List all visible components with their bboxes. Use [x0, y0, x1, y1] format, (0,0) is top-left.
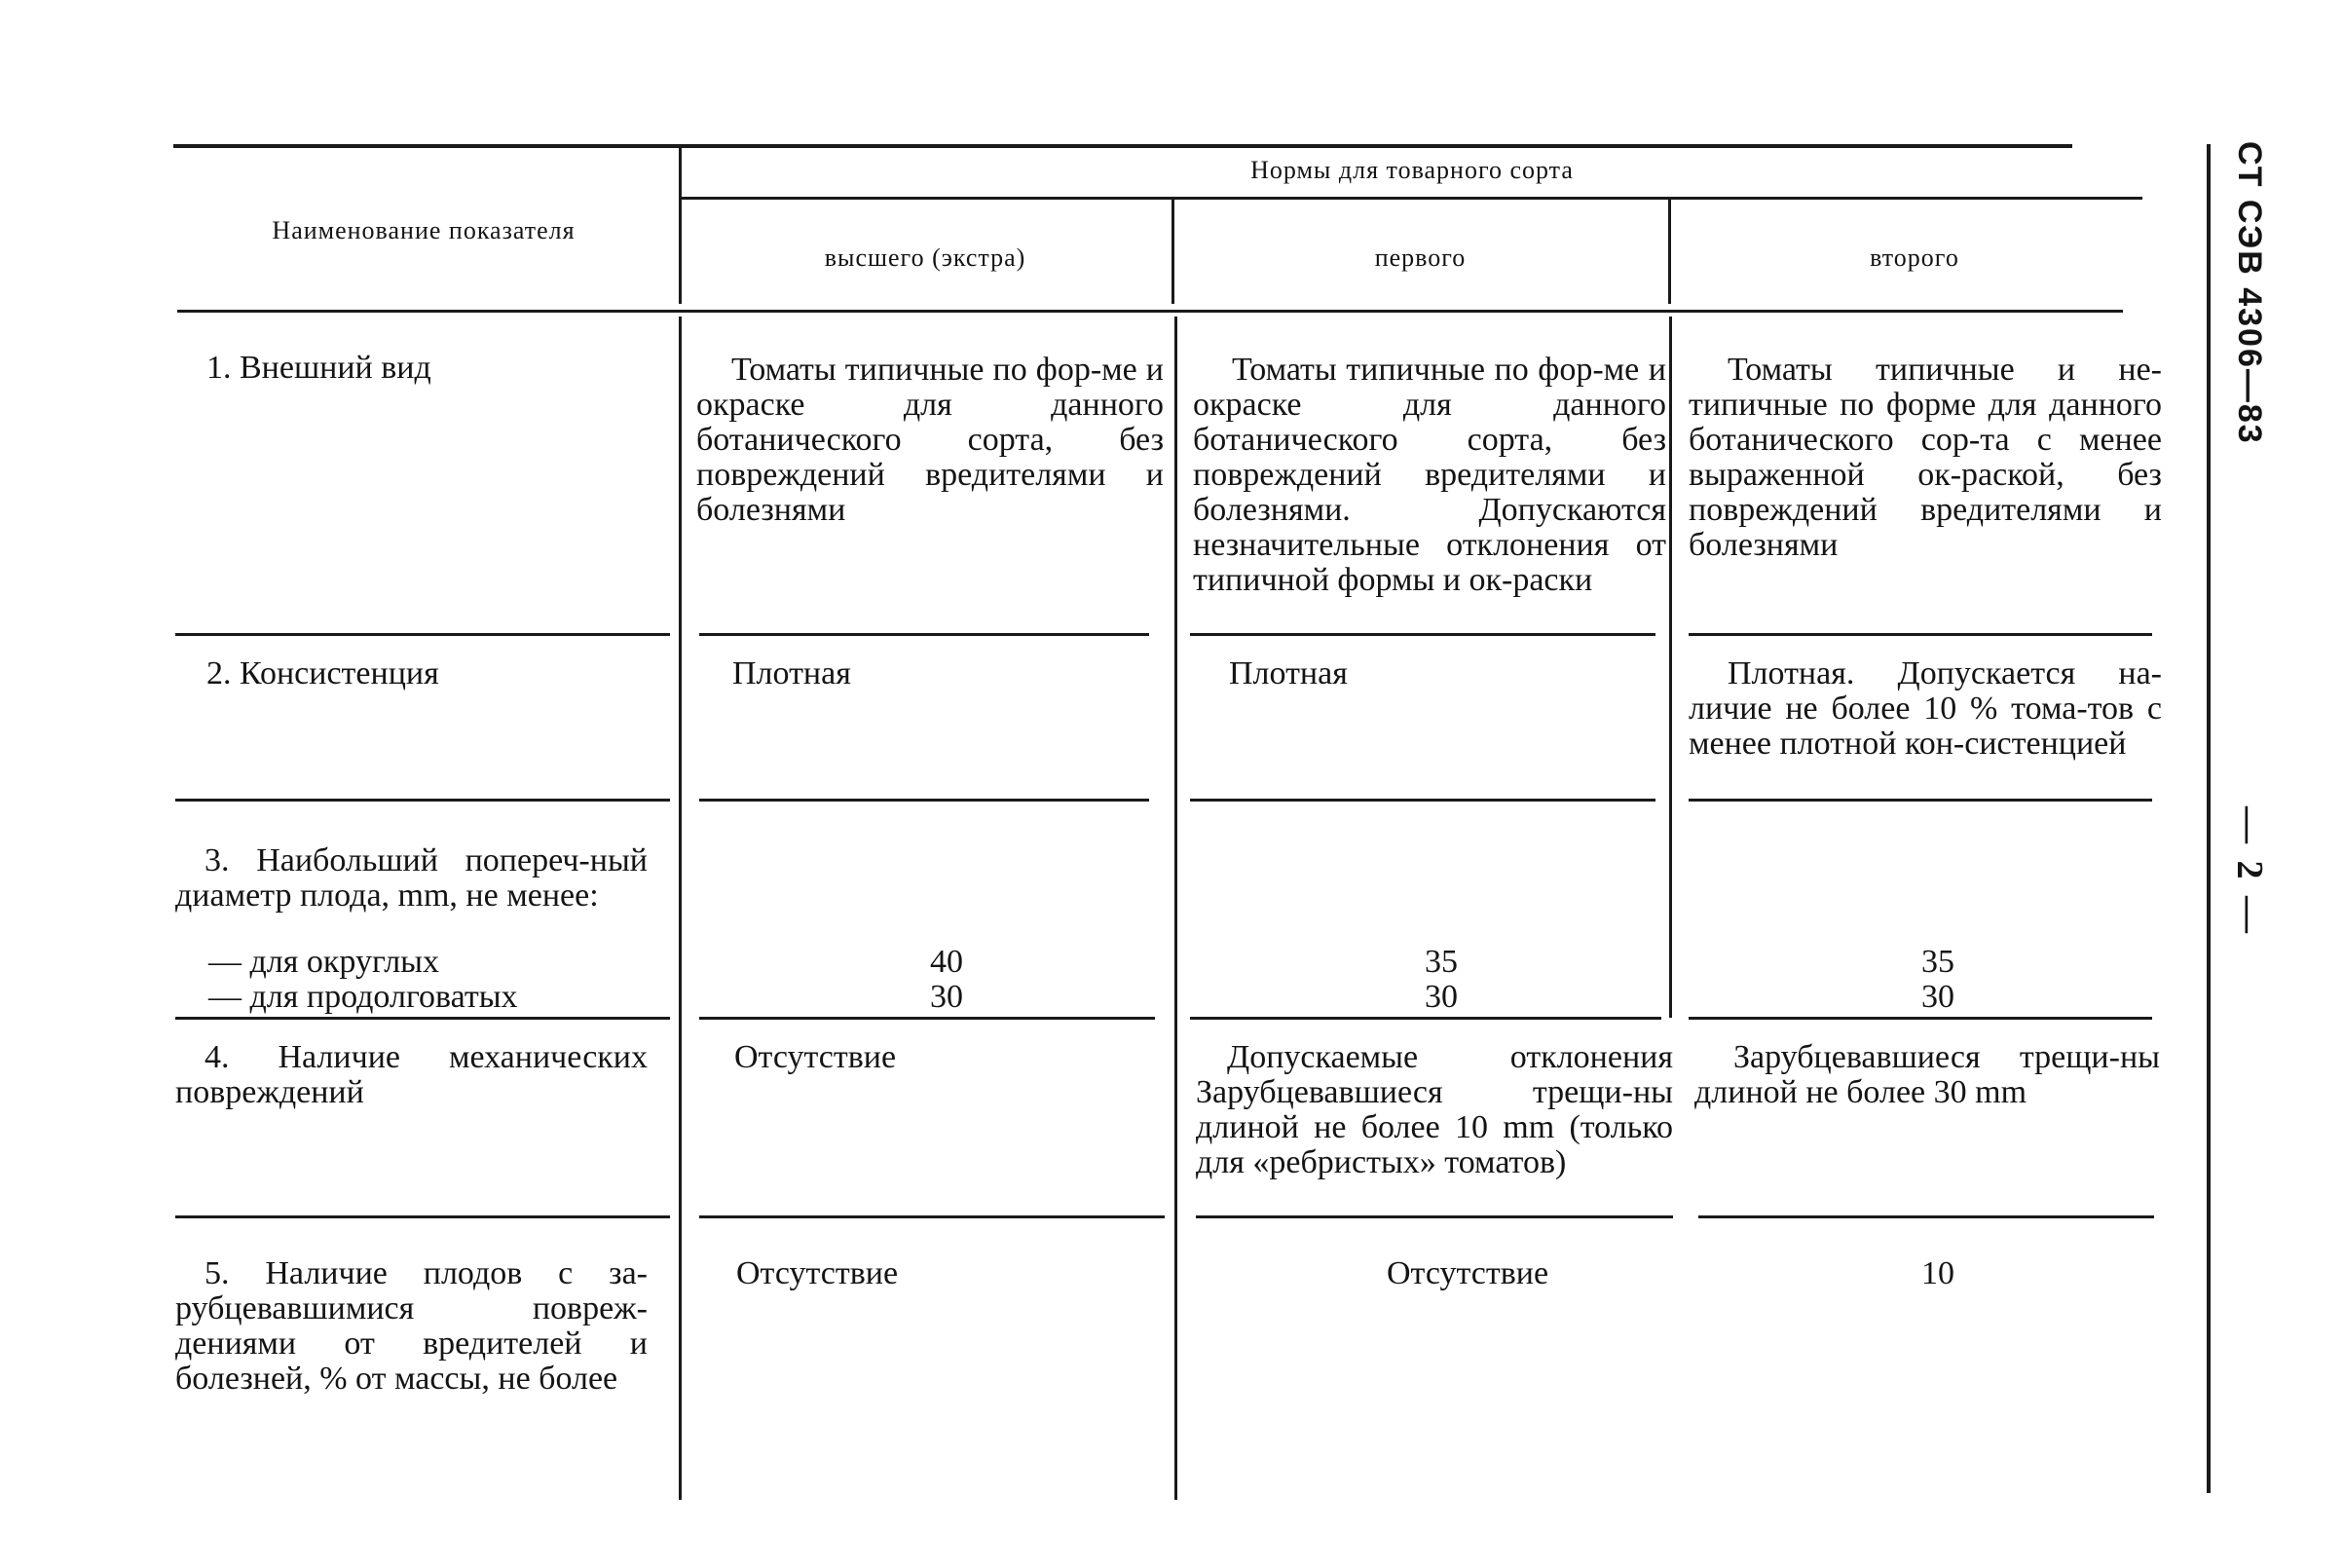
row-2-second-value: Плотная. Допускается на-личие не более 10 % тома-тов с менее плотной кон-систенцией	[1689, 655, 2162, 762]
grade-header-second: второго	[1870, 243, 1959, 272]
row-4-second-value: Зарубцевавшиеся трещи-ны длиной не более 30 mm	[1694, 1039, 2160, 1110]
row-divider	[699, 633, 1149, 636]
column-rule	[1669, 317, 1672, 1018]
row-divider	[1190, 1017, 1661, 1020]
row-divider	[1190, 633, 1655, 636]
standard-code: СТ СЭВ 4306—83	[2231, 141, 2268, 445]
row-divider	[699, 1017, 1155, 1020]
row-5-extra-value: Отсутствие	[736, 1255, 899, 1291]
margin-rule	[2207, 144, 2211, 1493]
row-3-oblong-second: 30	[1921, 979, 1954, 1015]
row-4-extra-value: Отсутствие	[734, 1039, 897, 1075]
row-3-oblong-first: 30	[1425, 979, 1458, 1015]
grade-header-extra: высшего (экстра)	[824, 243, 1026, 272]
norms-group-rule	[682, 197, 2142, 200]
row-1-second-value: Томаты типичные и не-типичные по форме для данного ботанического сор-та с менее выраженной ок-раской, без повреждений вредителями и болезнями	[1689, 352, 2162, 563]
row-divider	[175, 799, 670, 802]
row-divider	[175, 1215, 670, 1218]
row-3-round-first: 35	[1425, 944, 1458, 980]
column-rule	[679, 317, 682, 1500]
header-bottom-rule	[177, 310, 2123, 313]
row-divider	[1698, 1215, 2154, 1218]
row-5-indicator: 5. Наличие плодов с за-рубцевавшимися повреж-дениями от вредителей и болезней, % от массы, не более	[175, 1255, 648, 1397]
row-5-first-value: Отсутствие	[1387, 1255, 1549, 1291]
row-3-round-second: 35	[1921, 944, 1954, 980]
row-3-oblong-extra: 30	[930, 979, 963, 1015]
row-3-sub-round-label: — для округлых	[208, 944, 440, 980]
row-divider	[1196, 1215, 1673, 1218]
row-divider	[175, 1017, 670, 1020]
row-3-sub-oblong-label: — для продолговатых	[208, 979, 518, 1015]
column-rule	[1174, 317, 1177, 1500]
row-divider	[699, 1215, 1165, 1218]
row-4-indicator: 4. Наличие механических повреждений	[175, 1039, 648, 1110]
row-1-extra-value: Томаты типичные по фор-ме и окраске для данного ботанического сорта, без повреждений вредителями и болезнями	[696, 352, 1164, 528]
row-divider	[175, 633, 670, 636]
table-top-rule	[173, 144, 2072, 148]
indicator-column-header: Наименование показателя	[272, 216, 576, 244]
row-3-indicator: 3. Наибольший попереч-ный диаметр плода, mm, не менее:	[175, 842, 648, 914]
row-1-first-value: Томаты типичные по фор-ме и окраске для данного ботанического сорта, без повреждений вредителями и болезнями. Допускаются незначительные отклонения от типичной формы и ок-раски	[1193, 352, 1666, 598]
row-2-first-value: Плотная	[1229, 655, 1348, 691]
row-divider	[1689, 633, 2152, 636]
row-4-first-value: Допускаемые отклонения Зарубцевавшиеся трещи-ны длиной не более 10 mm (только для «ребристых» томатов)	[1196, 1039, 1673, 1180]
row-divider	[1689, 799, 2152, 802]
row-divider	[699, 799, 1149, 802]
row-2-extra-value: Плотная	[732, 655, 851, 691]
row-5-second-value: 10	[1921, 1255, 1954, 1291]
row-1-indicator: 1. Внешний вид	[206, 350, 431, 386]
norms-group-header: Нормы для товарного сорта	[1250, 156, 1574, 184]
row-divider	[1190, 799, 1655, 802]
row-2-indicator: 2. Консистенция	[206, 655, 439, 691]
page-number: — 2 —	[2229, 806, 2270, 937]
grade-header-first: первого	[1374, 243, 1467, 272]
row-divider	[1689, 1017, 2152, 1020]
row-3-round-extra: 40	[930, 944, 963, 980]
